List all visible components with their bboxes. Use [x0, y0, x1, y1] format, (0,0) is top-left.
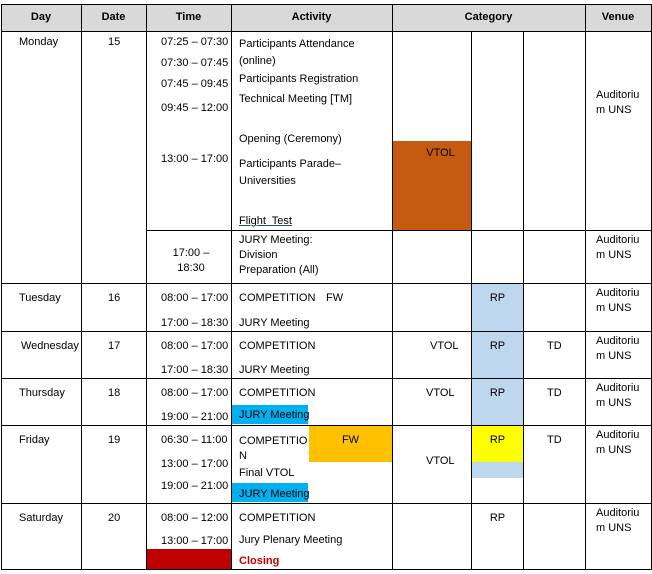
activity-cell: Final VTOL: [239, 467, 295, 479]
category-rp: RP: [489, 512, 506, 524]
grid-line: [1, 283, 651, 284]
venue-cell: Auditoriu m UNS: [596, 287, 640, 314]
activity-cell: Participants Parade– Universities: [239, 158, 342, 187]
category-td: TD: [547, 387, 562, 399]
time-cell: 13:00 – 17:00: [161, 153, 229, 165]
date-cell: 20: [108, 512, 121, 524]
grid-line: [1, 378, 651, 379]
activity-cell: JURY Meeting: [239, 364, 310, 376]
venue-cell: Auditoriu m UNS: [596, 89, 640, 116]
activity-cell: COMPETITION: [239, 292, 316, 304]
grid-line: [1, 331, 651, 332]
grid-line: [585, 4, 586, 570]
day-cell: Thursday: [19, 387, 65, 399]
activity-cell: Participants Attendance (online): [239, 38, 355, 67]
time-cell: 19:00 – 21:00: [161, 480, 229, 492]
category-rp: RP: [489, 340, 506, 352]
grid-line: [146, 230, 651, 231]
grid-line: [231, 4, 232, 570]
grid-line: [81, 4, 82, 570]
venue-cell: Auditoriu m UNS: [596, 234, 640, 261]
header-date: Date: [101, 11, 126, 23]
grid-line: [1, 569, 651, 570]
activity-cell: JURY Meeting: [239, 488, 310, 500]
time-cell: 06:30 – 11:00: [161, 434, 228, 446]
date-cell: 19: [108, 434, 121, 446]
grid-line: [1, 31, 651, 32]
grid-line: [1, 503, 651, 504]
category-vtol: VTOL: [430, 340, 459, 352]
date-cell: 18: [108, 387, 121, 399]
day-cell: Tuesday: [19, 292, 61, 304]
grid-line: [1, 425, 651, 426]
grid-line: [1, 4, 651, 5]
grid-line: [523, 31, 524, 570]
header-venue: Venue: [601, 11, 635, 23]
grid-line: [146, 4, 147, 570]
day-cell: Monday: [19, 36, 59, 48]
time-cell: 07:45 – 09:45: [161, 78, 229, 90]
category-td: TD: [547, 434, 562, 446]
date-cell: 16: [108, 292, 121, 304]
venue-cell: Auditoriu m UNS: [596, 429, 640, 456]
header-time: Time: [175, 11, 202, 23]
day-cell: Saturday: [19, 512, 64, 524]
activity-cell: Technical Meeting [TM]: [239, 93, 353, 105]
header-activity: Activity: [291, 11, 332, 23]
activity-cell: Participants Registration: [239, 73, 359, 85]
category-td: TD: [547, 340, 562, 352]
date-cell: 17: [108, 340, 121, 352]
time-cell: 13:00 – 17:00: [161, 458, 229, 470]
grid-line: [392, 4, 393, 570]
activity-cell: COMPETITION: [239, 512, 316, 524]
header-category: Category: [464, 11, 513, 23]
venue-cell: Auditoriu m UNS: [596, 335, 640, 362]
category-vtol: VTOL: [426, 147, 455, 159]
time-cell: 19:00 – 21:00: [161, 411, 229, 423]
activity-cell: COMPETITIO N: [239, 435, 308, 462]
category-vtol: VTOL: [426, 455, 455, 467]
time-cell: 08:00 – 17:00: [161, 292, 229, 304]
time-cell: 08:00 – 17:00: [161, 340, 229, 352]
date-cell: 15: [108, 36, 121, 48]
time-cell: 17:00 – 18:30: [161, 364, 229, 376]
time-cell: 17:00 – 18:30: [161, 317, 229, 329]
day-cell: Friday: [19, 434, 50, 446]
activity-cell: Jury Plenary Meeting: [239, 534, 343, 546]
category-rp: RP: [489, 434, 506, 446]
activity-cell: COMPETITION: [239, 340, 316, 352]
grid-line: [1, 4, 2, 570]
activity-cell: JURY Meeting: [239, 409, 310, 421]
time-cell: 13:00 – 17:00: [161, 535, 229, 547]
time-cell: 08:00 – 17:00: [161, 387, 229, 399]
time-cell: 07:25 – 07:30: [161, 36, 229, 48]
activity-cell-flight-test: Flight Test: [239, 215, 292, 227]
activity-cell: JURY Meeting: Division Preparation (All): [239, 234, 319, 276]
time-cell: 07:30 – 07:45: [161, 57, 229, 69]
activity-cell: Opening (Ceremony): [239, 133, 342, 145]
activity-cell-closing: Closing: [239, 555, 280, 567]
day-cell: Wednesday: [21, 340, 79, 352]
category-rp: RP: [489, 387, 506, 399]
time-cell: 17:00 – 18:30: [172, 247, 210, 274]
category-vtol: VTOL: [426, 387, 455, 399]
activity-cell: COMPETITION: [239, 387, 316, 399]
venue-cell: Auditoriu m UNS: [596, 382, 640, 409]
category-rp: RP: [489, 292, 506, 304]
activity-cell: JURY Meeting: [239, 317, 310, 329]
venue-cell: Auditoriu m UNS: [596, 507, 640, 534]
closing-red-fill: [147, 549, 231, 569]
time-cell: 09:45 – 12:00: [161, 102, 229, 114]
category-fw: FW: [326, 292, 344, 304]
time-cell: 08:00 – 12:00: [161, 512, 229, 524]
header-day: Day: [30, 11, 52, 23]
category-fw: FW: [341, 434, 360, 446]
